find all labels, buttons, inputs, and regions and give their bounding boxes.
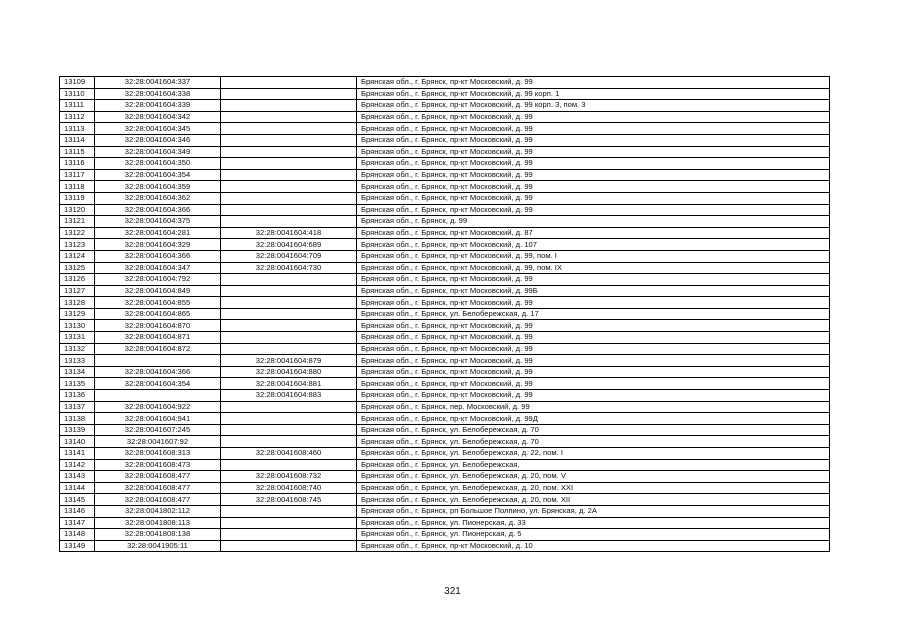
table-row: [60, 100, 830, 112]
cadastral-number-cell: 32:28:0041604:865: [95, 308, 221, 320]
table-row: [60, 390, 830, 402]
cadastral-number-cell: 32:28:0041604:941: [95, 413, 221, 425]
row-number-cell: 13146: [60, 505, 95, 517]
table-row: [60, 366, 830, 378]
table-row: [60, 134, 830, 146]
cadastral-number-cell: 32:28:0041604:855: [95, 297, 221, 309]
related-cadastral-number-cell: [221, 123, 357, 135]
address-cell: Брянская обл., г. Брянск, ул. Белобережская, д. 70: [357, 436, 830, 448]
address-cell: Брянская обл., г. Брянск, ул. Пионерская, д. 5: [357, 529, 830, 541]
address-cell: Брянская обл., г. Брянск, пр-кт Московский, д. 99, пом. I: [357, 250, 830, 262]
table-row: [60, 216, 830, 228]
address-cell: Брянская обл., г. Брянск, пр-кт Московский, д. 99: [357, 146, 830, 158]
table-row: [60, 192, 830, 204]
table-row: [60, 146, 830, 158]
row-number-cell: 13141: [60, 448, 95, 460]
cadastral-number-cell: [95, 355, 221, 367]
related-cadastral-number-cell: 32:28:0041608:740: [221, 482, 357, 494]
cadastral-number-cell: 32:28:0041604:922: [95, 401, 221, 413]
address-cell: Брянская обл., г. Брянск, пр-кт Московский, д. 107: [357, 239, 830, 251]
related-cadastral-number-cell: [221, 505, 357, 517]
address-cell: Брянская обл., г. Брянск, пр-кт Московский, д. 99: [357, 366, 830, 378]
cadastral-number-cell: 32:28:0041604:345: [95, 123, 221, 135]
cadastral-number-cell: 32:28:0041604:792: [95, 274, 221, 286]
row-number-cell: 13109: [60, 77, 95, 89]
related-cadastral-number-cell: [221, 320, 357, 332]
cadastral-number-cell: 32:28:0041604:849: [95, 285, 221, 297]
table-row: [60, 111, 830, 123]
row-number-cell: 13144: [60, 482, 95, 494]
cadastral-number-cell: 32:28:0041808:138: [95, 529, 221, 541]
row-number-cell: 13132: [60, 343, 95, 355]
related-cadastral-number-cell: [221, 459, 357, 471]
cadastral-number-cell: 32:28:0041604:347: [95, 262, 221, 274]
table-row: [60, 123, 830, 135]
related-cadastral-number-cell: [221, 413, 357, 425]
related-cadastral-number-cell: [221, 146, 357, 158]
related-cadastral-number-cell: [221, 540, 357, 552]
row-number-cell: 13131: [60, 332, 95, 344]
address-cell: Брянская обл., г. Брянск, пр-кт Московский, д. 99: [357, 134, 830, 146]
address-cell: Брянская обл., г. Брянск, пр-кт Московский, д. 99: [357, 204, 830, 216]
cadastral-number-cell: 32:28:0041608:313: [95, 448, 221, 460]
row-number-cell: 13114: [60, 134, 95, 146]
table-row: [60, 308, 830, 320]
address-cell: Брянская обл., г. Брянск, ул. Белобережская, д. 20, пом. XXI: [357, 482, 830, 494]
row-number-cell: 13143: [60, 471, 95, 483]
row-number-cell: 13129: [60, 308, 95, 320]
address-cell: Брянская обл., г. Брянск, пр-кт Московский, д. 99: [357, 332, 830, 344]
cadastral-number-cell: 32:28:0041604:337: [95, 77, 221, 89]
address-cell: Брянская обл., г. Брянск, пр-кт Московский, д. 99 корп. 3, пом. 3: [357, 100, 830, 112]
table-row: [60, 540, 830, 552]
table-row: [60, 505, 830, 517]
row-number-cell: 13117: [60, 169, 95, 181]
table-row: [60, 471, 830, 483]
related-cadastral-number-cell: [221, 297, 357, 309]
cadastral-number-cell: 32:28:0041604:354: [95, 169, 221, 181]
row-number-cell: 13124: [60, 250, 95, 262]
table-row: [60, 158, 830, 170]
cadastral-number-cell: 32:28:0041604:350: [95, 158, 221, 170]
related-cadastral-number-cell: [221, 181, 357, 193]
related-cadastral-number-cell: 32:28:0041604:879: [221, 355, 357, 367]
related-cadastral-number-cell: [221, 216, 357, 228]
cadastral-number-cell: 32:28:0041604:359: [95, 181, 221, 193]
related-cadastral-number-cell: [221, 308, 357, 320]
related-cadastral-number-cell: [221, 332, 357, 344]
row-number-cell: 13116: [60, 158, 95, 170]
cadastral-number-cell: 32:28:0041604:339: [95, 100, 221, 112]
table-row: [60, 204, 830, 216]
address-cell: Брянская обл., г. Брянск, рп Большое Полпино, ул. Брянская, д. 2А: [357, 505, 830, 517]
address-cell: Брянская обл., г. Брянск, пр-кт Московский, д. 87: [357, 227, 830, 239]
address-cell: Брянская обл., г. Брянск, пр-кт Московский, д. 99: [357, 169, 830, 181]
cadastral-number-cell: 32:28:0041604:342: [95, 111, 221, 123]
row-number-cell: 13147: [60, 517, 95, 529]
address-cell: Брянская обл., г. Брянск, пр-кт Московский, д. 99: [357, 378, 830, 390]
related-cadastral-number-cell: [221, 158, 357, 170]
related-cadastral-number-cell: [221, 285, 357, 297]
related-cadastral-number-cell: 32:28:0041608:460: [221, 448, 357, 460]
row-number-cell: 13134: [60, 366, 95, 378]
address-cell: Брянская обл., г. Брянск, пр-кт Московский, д. 99: [357, 390, 830, 402]
address-cell: Брянская обл., г. Брянск, пр-кт Московский, д. 99: [357, 77, 830, 89]
cadastral-number-cell: 32:28:0041604:872: [95, 343, 221, 355]
table-row: [60, 529, 830, 541]
cadastral-number-cell: 32:28:0041604:349: [95, 146, 221, 158]
cadastral-number-cell: 32:28:0041802:112: [95, 505, 221, 517]
row-number-cell: 13120: [60, 204, 95, 216]
row-number-cell: 13112: [60, 111, 95, 123]
table-row: [60, 494, 830, 506]
row-number-cell: 13110: [60, 88, 95, 100]
row-number-cell: 13137: [60, 401, 95, 413]
table-row: [60, 274, 830, 286]
cadastral-number-cell: 32:28:0041604:366: [95, 204, 221, 216]
row-number-cell: 13126: [60, 274, 95, 286]
cadastral-number-cell: 32:28:0041604:870: [95, 320, 221, 332]
row-number-cell: 13121: [60, 216, 95, 228]
address-cell: Брянская обл., г. Брянск, ул. Белобережская,: [357, 459, 830, 471]
related-cadastral-number-cell: 32:28:0041604:709: [221, 250, 357, 262]
related-cadastral-number-cell: [221, 424, 357, 436]
row-number-cell: 13111: [60, 100, 95, 112]
row-number-cell: 13145: [60, 494, 95, 506]
cadastral-number-cell: 32:28:0041604:346: [95, 134, 221, 146]
table-row: [60, 459, 830, 471]
related-cadastral-number-cell: 32:28:0041604:418: [221, 227, 357, 239]
related-cadastral-number-cell: [221, 274, 357, 286]
table-row: [60, 239, 830, 251]
cadastral-number-cell: 32:28:0041905:11: [95, 540, 221, 552]
address-cell: Брянская обл., г. Брянск, пр-кт Московский, д. 99Д: [357, 413, 830, 425]
cadastral-number-cell: 32:28:0041604:329: [95, 239, 221, 251]
row-number-cell: 13130: [60, 320, 95, 332]
table-row: [60, 250, 830, 262]
table-row: [60, 262, 830, 274]
registry-table: [59, 76, 830, 552]
row-number-cell: 13113: [60, 123, 95, 135]
address-cell: Брянская обл., г. Брянск, ул. Пионерская, д. 33: [357, 517, 830, 529]
cadastral-number-cell: 32:28:0041604:354: [95, 378, 221, 390]
cadastral-number-cell: 32:28:0041604:362: [95, 192, 221, 204]
row-number-cell: 13127: [60, 285, 95, 297]
related-cadastral-number-cell: 32:28:0041604:880: [221, 366, 357, 378]
table-row: [60, 517, 830, 529]
cadastral-number-cell: 32:28:0041604:871: [95, 332, 221, 344]
address-cell: Брянская обл., г. Брянск, ул. Белобережская, д. 22, пом. I: [357, 448, 830, 460]
row-number-cell: 13142: [60, 459, 95, 471]
page-number: 321: [444, 586, 461, 597]
cadastral-number-cell: 32:28:0041808:113: [95, 517, 221, 529]
address-cell: Брянская обл., г. Брянск, пр-кт Московский, д. 99: [357, 297, 830, 309]
row-number-cell: 13119: [60, 192, 95, 204]
table-row: [60, 320, 830, 332]
related-cadastral-number-cell: [221, 134, 357, 146]
cadastral-number-cell: 32:28:0041604:338: [95, 88, 221, 100]
related-cadastral-number-cell: [221, 343, 357, 355]
row-number-cell: 13135: [60, 378, 95, 390]
related-cadastral-number-cell: 32:28:0041604:881: [221, 378, 357, 390]
related-cadastral-number-cell: [221, 529, 357, 541]
table-row: [60, 482, 830, 494]
row-number-cell: 13133: [60, 355, 95, 367]
row-number-cell: 13122: [60, 227, 95, 239]
related-cadastral-number-cell: 32:28:0041604:730: [221, 262, 357, 274]
table-row: [60, 181, 830, 193]
row-number-cell: 13115: [60, 146, 95, 158]
related-cadastral-number-cell: [221, 401, 357, 413]
cadastral-number-cell: 32:28:0041604:366: [95, 250, 221, 262]
cadastral-number-cell: 32:28:0041608:473: [95, 459, 221, 471]
related-cadastral-number-cell: [221, 111, 357, 123]
address-cell: Брянская обл., г. Брянск, д. 99: [357, 216, 830, 228]
row-number-cell: 13149: [60, 540, 95, 552]
row-number-cell: 13139: [60, 424, 95, 436]
address-cell: Брянская обл., г. Брянск, пр-кт Московский, д. 99: [357, 274, 830, 286]
table-row: [60, 436, 830, 448]
row-number-cell: 13123: [60, 239, 95, 251]
related-cadastral-number-cell: [221, 100, 357, 112]
table-row: [60, 332, 830, 344]
address-cell: Брянская обл., г. Брянск, пр-кт Московский, д. 99: [357, 158, 830, 170]
address-cell: Брянская обл., г. Брянск, пр-кт Московский, д. 99, пом. IX: [357, 262, 830, 274]
address-cell: Брянская обл., г. Брянск, ул. Белобережская, д. 70: [357, 424, 830, 436]
related-cadastral-number-cell: 32:28:0041608:745: [221, 494, 357, 506]
address-cell: Брянская обл., г. Брянск, ул. Белобережская, д. 20, пом. XII: [357, 494, 830, 506]
address-cell: Брянская обл., г. Брянск, пр-кт Московский, д. 10: [357, 540, 830, 552]
table-row: [60, 169, 830, 181]
related-cadastral-number-cell: [221, 192, 357, 204]
address-cell: Брянская обл., г. Брянск, пр-кт Московский, д. 99: [357, 320, 830, 332]
table-row: [60, 401, 830, 413]
address-cell: Брянская обл., г. Брянск, пр-кт Московский, д. 99: [357, 123, 830, 135]
table-row: [60, 88, 830, 100]
row-number-cell: 13140: [60, 436, 95, 448]
row-number-cell: 13148: [60, 529, 95, 541]
address-cell: Брянская обл., г. Брянск, пр-кт Московский, д. 99: [357, 343, 830, 355]
address-cell: Брянская обл., г. Брянск, ул. Белобережская, д. 20, пом. V: [357, 471, 830, 483]
address-cell: Брянская обл., г. Брянск, пр-кт Московский, д. 99: [357, 111, 830, 123]
table-row: [60, 424, 830, 436]
cadastral-number-cell: 32:28:0041607:92: [95, 436, 221, 448]
row-number-cell: 13138: [60, 413, 95, 425]
cadastral-number-cell: 32:28:0041604:375: [95, 216, 221, 228]
related-cadastral-number-cell: [221, 436, 357, 448]
related-cadastral-number-cell: 32:28:0041604:883: [221, 390, 357, 402]
cadastral-number-cell: 32:28:0041604:281: [95, 227, 221, 239]
related-cadastral-number-cell: [221, 169, 357, 181]
cadastral-number-cell: 32:28:0041608:477: [95, 482, 221, 494]
cadastral-number-cell: 32:28:0041604:366: [95, 366, 221, 378]
address-cell: Брянская обл., г. Брянск, пр-кт Московский, д. 99 корп. 1: [357, 88, 830, 100]
table-row: [60, 227, 830, 239]
cadastral-number-cell: 32:28:0041608:477: [95, 494, 221, 506]
address-cell: Брянская обл., г. Брянск, пер. Московский, д. 99: [357, 401, 830, 413]
table-row: [60, 413, 830, 425]
related-cadastral-number-cell: [221, 77, 357, 89]
table-row: [60, 448, 830, 460]
address-cell: Брянская обл., г. Брянск, пр-кт Московский, д. 99: [357, 181, 830, 193]
table-row: [60, 355, 830, 367]
row-number-cell: 13136: [60, 390, 95, 402]
table-row: [60, 297, 830, 309]
related-cadastral-number-cell: 32:28:0041608:732: [221, 471, 357, 483]
related-cadastral-number-cell: [221, 88, 357, 100]
related-cadastral-number-cell: [221, 204, 357, 216]
registry-table-body: [60, 77, 830, 552]
row-number-cell: 13118: [60, 181, 95, 193]
cadastral-number-cell: 32:28:0041608:477: [95, 471, 221, 483]
address-cell: Брянская обл., г. Брянск, пр-кт Московский, д. 99: [357, 355, 830, 367]
row-number-cell: 13125: [60, 262, 95, 274]
address-cell: Брянская обл., г. Брянск, пр-кт Московский, д. 99Б: [357, 285, 830, 297]
related-cadastral-number-cell: 32:28:0041604:689: [221, 239, 357, 251]
row-number-cell: 13128: [60, 297, 95, 309]
address-cell: Брянская обл., г. Брянск, ул. Белобережская, д. 17: [357, 308, 830, 320]
table-row: [60, 378, 830, 390]
related-cadastral-number-cell: [221, 517, 357, 529]
cadastral-number-cell: 32:28:0041607:245: [95, 424, 221, 436]
table-row: [60, 285, 830, 297]
address-cell: Брянская обл., г. Брянск, пр-кт Московский, д. 99: [357, 192, 830, 204]
table-row: [60, 343, 830, 355]
table-row: [60, 77, 830, 89]
cadastral-number-cell: [95, 390, 221, 402]
